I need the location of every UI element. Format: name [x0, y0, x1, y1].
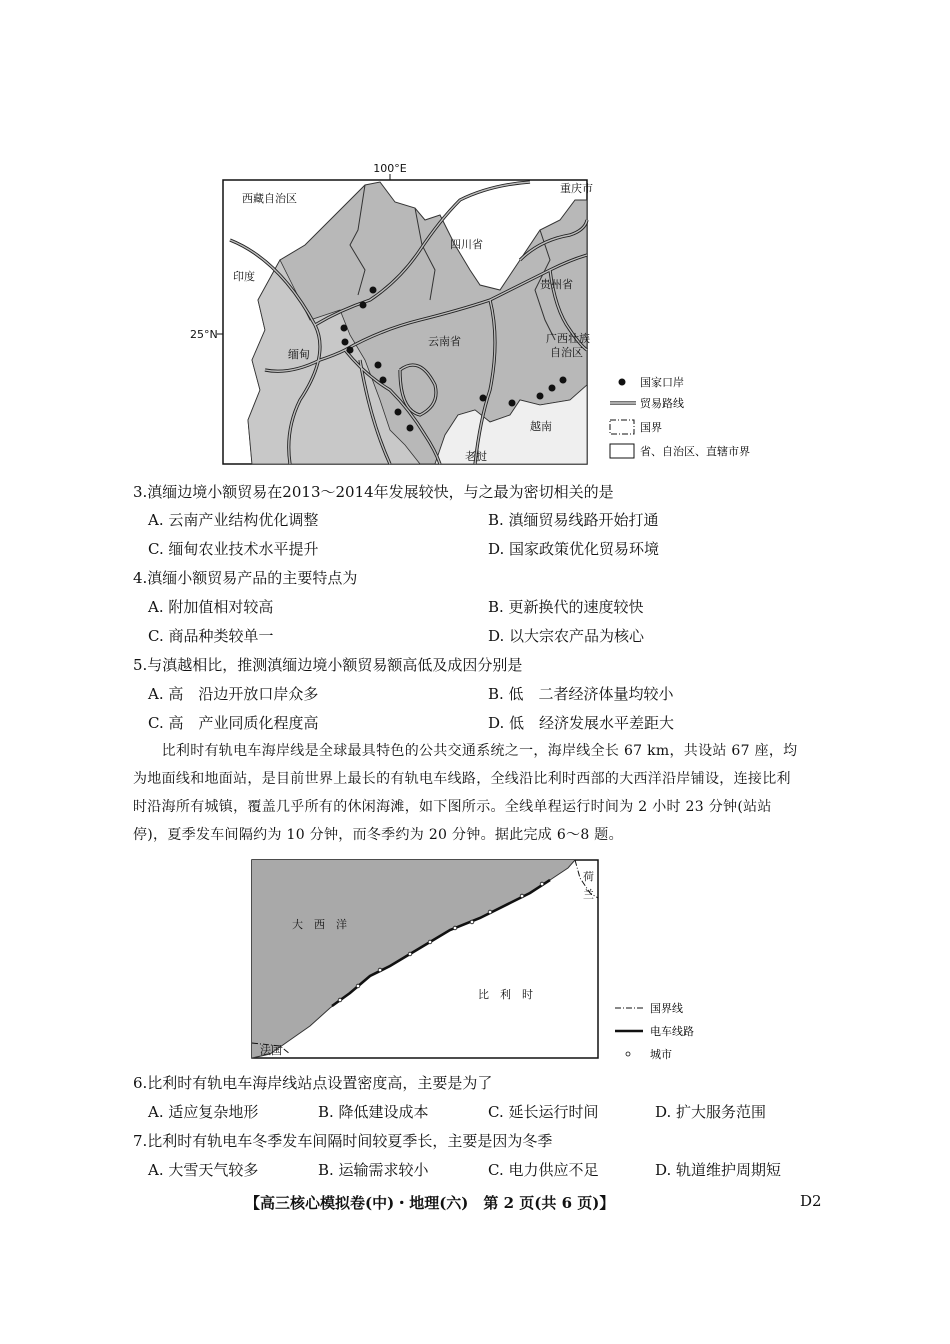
- q7-option-b[interactable]: B. 运输需求较小: [318, 1161, 429, 1179]
- chongqing-label: 重庆市: [560, 182, 593, 195]
- legend-route: 贸易路线: [640, 397, 684, 410]
- port-legend-icon: [619, 379, 626, 386]
- india-label: 印度: [233, 270, 255, 283]
- passage-line-4: 停)，夏季发车间隔约为 10 分钟，而冬季约为 20 分钟。据此完成 6～8 题。: [133, 827, 623, 843]
- question-4-stem: 4.滇缅小额贸易产品的主要特点为: [133, 569, 358, 587]
- q4-option-a[interactable]: A. 附加值相对较高: [148, 598, 274, 616]
- q3-option-b[interactable]: B. 滇缅贸易线路开始打通: [488, 511, 659, 529]
- q4-option-c[interactable]: C. 商品种类较单一: [148, 627, 274, 645]
- page-footer: 【高三核心模拟卷(中)・地理(六) 第 2 页(共 6 页)】: [245, 1194, 615, 1212]
- passage-line-1: 比利时有轨电车海岸线是全球最具特色的公共交通系统之一，海岸线全长 67 km，共设站 67 座，均: [133, 743, 798, 759]
- q3-option-c[interactable]: C. 缅甸农业技术水平提升: [148, 540, 319, 558]
- vietnam-label: 越南: [530, 420, 552, 433]
- france-label: 法国: [260, 1044, 282, 1057]
- q6-option-a[interactable]: A. 适应复杂地形: [148, 1103, 259, 1121]
- sichuan-label: 四川省: [450, 238, 483, 251]
- netherlands-label-2: 兰: [583, 888, 594, 901]
- q5-option-a[interactable]: A. 高 沿边开放口岸众多: [148, 685, 319, 703]
- page-code: D2: [800, 1192, 822, 1210]
- belgium-label: 比 利 时: [478, 988, 533, 1001]
- passage-line-2: 为地面线和地面站，是目前世界上最长的有轨电车线路，全线沿比利时西部的大西洋沿岸铺设，连接比利: [133, 771, 791, 787]
- legend-border: 国界: [640, 421, 662, 434]
- guangxi-label-2: 自治区: [550, 346, 583, 359]
- q7-option-d[interactable]: D. 轨道维护周期短: [655, 1161, 782, 1179]
- yunnan-trade-map: [190, 160, 790, 465]
- q5-option-c[interactable]: C. 高 产业同质化程度高: [148, 714, 319, 732]
- belgium-tram-map: [250, 858, 720, 1063]
- q6-option-d[interactable]: D. 扩大服务范围: [655, 1103, 767, 1121]
- yunnan-label: 云南省: [428, 335, 461, 348]
- map2-legend: [615, 1001, 694, 1061]
- question-7-stem: 7.比利时有轨电车冬季发车间隔时间较夏季长，主要是因为冬季: [133, 1132, 553, 1150]
- q5-option-d[interactable]: D. 低 经济发展水平差距大: [488, 714, 675, 732]
- q6-option-b[interactable]: B. 降低建设成本: [318, 1103, 429, 1121]
- ocean-label: 大 西 洋: [292, 918, 347, 931]
- lat-label: 25°N: [190, 328, 218, 341]
- q3-option-d[interactable]: D. 国家政策优化贸易环境: [488, 540, 660, 558]
- guangxi-label-1: 广西壮族: [546, 332, 590, 345]
- q7-option-c[interactable]: C. 电力供应不足: [488, 1161, 599, 1179]
- legend-port: 国家口岸: [640, 376, 684, 389]
- q5-option-b[interactable]: B. 低 二者经济体量均较小: [488, 685, 674, 703]
- passage: [133, 737, 833, 849]
- map1-legend: [610, 375, 750, 458]
- q6-option-c[interactable]: C. 延长运行时间: [488, 1103, 599, 1121]
- legend2-tram: 电车线路: [650, 1025, 694, 1038]
- laos-label: 老挝: [465, 450, 487, 463]
- myanmar-label: 缅甸: [288, 348, 310, 361]
- question-6-stem: 6.比利时有轨电车海岸线站点设置密度高，主要是为了: [133, 1074, 493, 1092]
- q4-option-d[interactable]: D. 以大宗农产品为核心: [488, 627, 645, 645]
- tibet-label: 西藏自治区: [242, 192, 297, 205]
- question-3-stem: 3.滇缅边境小额贸易在2013～2014年发展较快，与之最为密切相关的是: [133, 483, 614, 501]
- question-5-stem: 5.与滇越相比，推测滇缅边境小额贸易额高低及成因分别是: [133, 656, 523, 674]
- lon-label: 100°E: [373, 162, 407, 175]
- legend2-border: 国界线: [650, 1002, 683, 1015]
- q3-option-a[interactable]: A. 云南产业结构优化调整: [148, 511, 319, 529]
- guizhou-label: 贵州省: [540, 278, 573, 291]
- legend2-city: 城市: [650, 1048, 672, 1061]
- q7-option-a[interactable]: A. 大雪天气较多: [148, 1161, 259, 1179]
- legend-province: 省、自治区、直辖市界: [640, 445, 750, 458]
- q4-option-b[interactable]: B. 更新换代的速度较快: [488, 598, 644, 616]
- passage-line-3: 时沿海所有城镇，覆盖几乎所有的休闲海滩，如下图所示。全线单程运行时间为 2 小时 23 分钟(站站: [133, 799, 772, 815]
- netherlands-label-1: 荷: [583, 870, 594, 883]
